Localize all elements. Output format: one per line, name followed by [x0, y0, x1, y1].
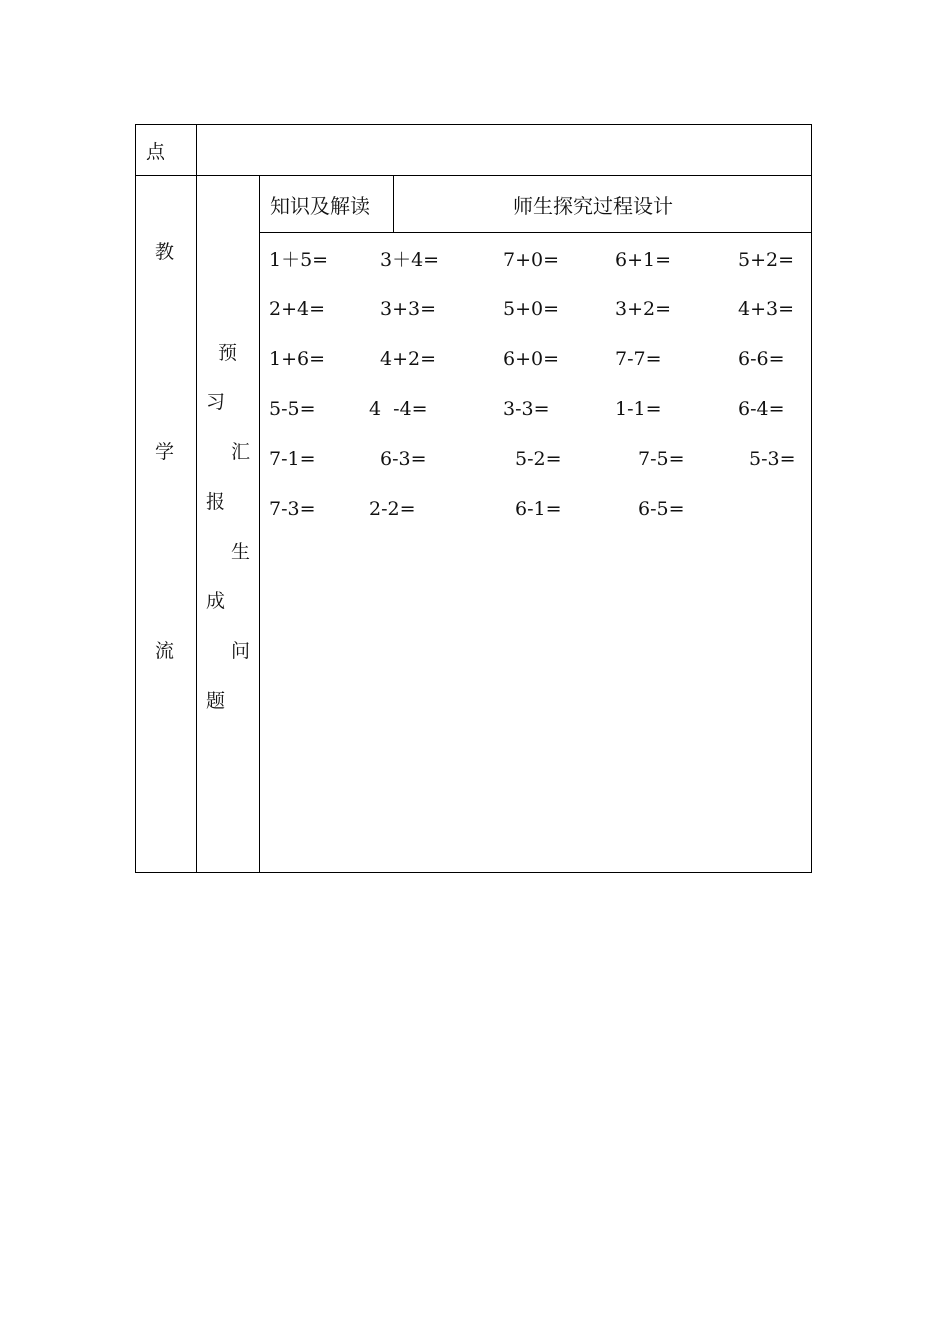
- row-label-point: 点: [146, 141, 166, 163]
- stage-label-char: 报: [206, 491, 226, 513]
- exercise-item: 3+3=: [380, 298, 437, 320]
- header-cell-divider: [393, 175, 394, 232]
- exercise-item: 3+2=: [615, 298, 672, 320]
- exercise-item: 7+0=: [503, 249, 560, 271]
- stage-label-char: 习: [206, 391, 226, 413]
- exercise-item: 2+4=: [269, 298, 326, 320]
- exercise-item: 7-3=: [269, 498, 316, 520]
- exercise-item: 1-1=: [615, 398, 662, 420]
- exercise-item: 7-7=: [615, 348, 662, 370]
- column-divider-1: [196, 124, 197, 873]
- header-knowledge: 知识及解读: [270, 194, 370, 218]
- exercise-item: 6-4=: [738, 398, 785, 420]
- stage-label-char: 成: [206, 590, 226, 612]
- exercise-item: 5+0=: [503, 298, 560, 320]
- exercise-item: 4 -4=: [369, 398, 428, 420]
- exercise-item: 6-6=: [738, 348, 785, 370]
- table-border-right: [811, 124, 812, 873]
- exercise-item: 3-3=: [503, 398, 550, 420]
- exercise-item: 5-5=: [269, 398, 316, 420]
- exercise-item: 3＋4=: [380, 249, 440, 271]
- stage-label-char: 生: [231, 541, 251, 563]
- exercise-item: 5+2=: [738, 249, 795, 271]
- column-divider-2: [259, 175, 260, 873]
- stage-label-char: 问: [231, 640, 251, 662]
- exercise-item: 5-3=: [749, 448, 796, 470]
- exercise-item: 6-1=: [515, 498, 562, 520]
- header-row-divider: [259, 232, 812, 233]
- stage-label-char: 预: [218, 342, 238, 364]
- left-label-char: 教: [155, 241, 175, 263]
- exercise-item: 6-3=: [380, 448, 427, 470]
- stage-label-char: 汇: [231, 441, 251, 463]
- exercise-item: 2-2=: [369, 498, 416, 520]
- stage-label-char: 题: [206, 690, 226, 712]
- table-border-top: [135, 124, 812, 125]
- exercise-item: 1+6=: [269, 348, 326, 370]
- exercise-item: 4+2=: [380, 348, 437, 370]
- table-row-divider: [135, 175, 812, 176]
- left-label-char: 学: [155, 441, 175, 463]
- exercise-item: 4+3=: [738, 298, 795, 320]
- table-border-bottom: [135, 872, 812, 873]
- exercise-item: 1＋5=: [269, 249, 329, 271]
- left-label-char: 流: [155, 640, 175, 662]
- exercise-item: 7-5=: [638, 448, 685, 470]
- exercise-item: 7-1=: [269, 448, 316, 470]
- table-border-left: [135, 124, 136, 873]
- exercise-item: 6-5=: [638, 498, 685, 520]
- exercise-item: 6+1=: [615, 249, 672, 271]
- header-design: 师生探究过程设计: [513, 194, 673, 218]
- exercise-item: 5-2=: [515, 448, 562, 470]
- exercise-item: 6+0=: [503, 348, 560, 370]
